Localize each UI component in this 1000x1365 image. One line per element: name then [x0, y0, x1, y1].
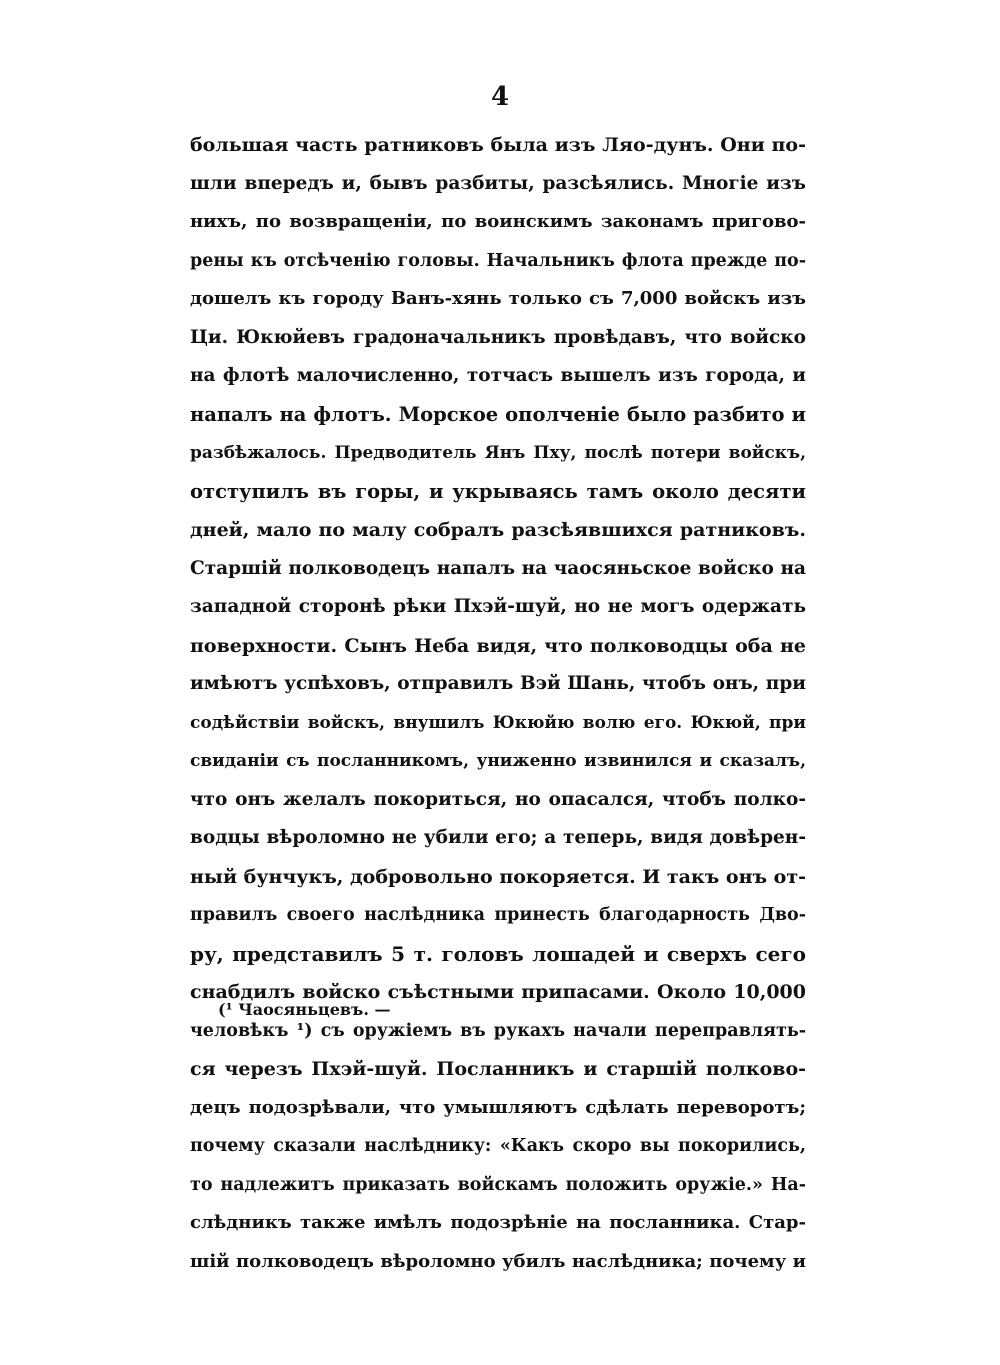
text-line: имѣютъ успѣховъ, отправилъ Вэй Шань, чтобъ онъ, при	[190, 673, 806, 694]
text-line: ся черезъ Пхэй-шуй. Посланникъ и старшій полково-	[190, 1058, 806, 1080]
text-line: рены къ отсѣченію головы. Начальникъ флота прежде по-	[190, 250, 806, 271]
text-line: правилъ своего наслѣдника принесть благодарность Дво-	[190, 905, 806, 925]
text-line: на флотѣ малочисленно, тотчасъ вышелъ изъ города, и	[190, 365, 806, 386]
footnote: (¹ Чаосяньцевъ. —	[218, 1000, 391, 1019]
text-line: водцы вѣроломно не убили его; а теперь, видя довѣрен-	[190, 827, 806, 848]
text-line: ный бунчукъ, добровольно покоряется. И такъ онъ от-	[190, 865, 806, 888]
text-line: Ци. Юкюйевъ градоначальникъ провѣдавъ, что войско	[190, 326, 806, 348]
page-number: 4	[490, 82, 510, 112]
text-line: децъ подозрѣвали, что умышляютъ сдѣлать переворотъ;	[190, 1096, 806, 1118]
text-line: шли впередъ и, бывъ разбиты, разсѣялись. Многіе изъ	[190, 172, 806, 194]
text-line: нихъ, по возвращеніи, по воинскимъ законамъ пригово-	[190, 211, 806, 232]
body-text	[190, 126, 806, 1281]
text-line: содѣйствіи войскъ, внушилъ Юкюйю волю его. Юкюй, при	[190, 712, 806, 733]
text-line: шій полководецъ вѣроломно убилъ наслѣдника; почему и	[190, 1250, 806, 1272]
text-line: человѣкъ ¹) съ оружіемъ въ рукахъ начали переправлять-	[190, 1020, 806, 1041]
text-line: поверхности. Сынъ Неба видя, что полководцы оба не	[190, 634, 806, 657]
text-line: дошелъ къ городу Ванъ-хянь только съ 7,000 войскъ изъ	[190, 288, 806, 309]
text-line: разбѣжалось. Предводитель Янъ Пху, послѣ потери войскъ,	[190, 443, 806, 463]
text-line: дней, мало по малу собралъ разсѣявшихся ратниковъ.	[190, 519, 806, 541]
text-line: снабдилъ войско съѣстными припасами. Около 10,000	[190, 981, 806, 1003]
text-line: ру, представилъ 5 т. головъ лошадей и сверхъ сего	[190, 941, 806, 966]
text-line: что онъ желалъ покориться, но опасался, чтобъ полко-	[190, 788, 806, 810]
text-line: свиданіи съ посланникомъ, униженно извинился и сказалъ,	[190, 751, 806, 771]
text-line: почему сказали наслѣднику: «Какъ скоро вы покорились,	[190, 1136, 806, 1156]
text-line: напалъ на флотъ. Морское ополченіе было разбито и	[190, 402, 806, 426]
text-line: большая часть ратниковъ была изъ Ляо-дунъ. Они по-	[190, 134, 806, 156]
text-line: Старшій полководецъ напалъ на чаосяньское войско на	[190, 557, 806, 579]
text-line: то надлежитъ приказать войскамъ положить оружіе.» На-	[190, 1174, 806, 1195]
text-line: слѣдникъ также имѣлъ подозрѣніе на посланника. Стар-	[190, 1212, 806, 1233]
text-line: отступилъ въ горы, и укрываясь тамъ около десяти	[190, 479, 806, 503]
text-line: западной сторонѣ рѣки Пхэй-шуй, но не могъ одержать	[190, 596, 806, 617]
